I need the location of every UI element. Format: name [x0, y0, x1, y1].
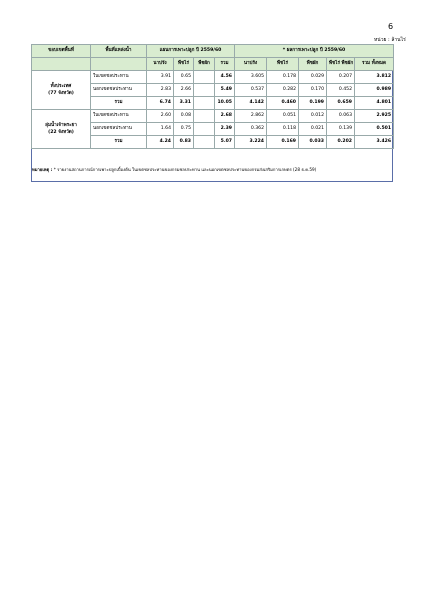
- area-type-cell: ในเขตชลประทาน: [91, 110, 147, 123]
- result-cell: 0.537: [235, 84, 267, 97]
- result-total-cell: 2.925: [355, 110, 394, 123]
- result-cell: 0.012: [299, 110, 327, 123]
- result-total-cell: 0.989: [355, 84, 394, 97]
- header-blank: [91, 58, 147, 71]
- plan-cell: 3.31: [174, 97, 194, 110]
- result-cell: 0.029: [299, 71, 327, 84]
- result-cell: 0.199: [299, 97, 327, 110]
- plan-cell: 0.83: [174, 136, 194, 149]
- total-label: รวม: [91, 136, 147, 149]
- result-cell: 0.063: [327, 110, 355, 123]
- result-cell: 0.659: [327, 97, 355, 110]
- result-cell: 0.169: [267, 136, 299, 149]
- region-name: ทั้งประเทศ: [50, 84, 72, 89]
- result-cell: 3.224: [235, 136, 267, 149]
- crop-plan-table: [31, 44, 394, 149]
- header-plan-col: รวม: [215, 58, 235, 71]
- area-type-cell: นอกเขตชลประทาน: [91, 123, 147, 136]
- plan-cell: 6.74: [147, 97, 174, 110]
- note-text: * รายงานสถานการณ์การเพาะปลูกเบื้องต้น ในเขตชลประทานของกรมชลประทาน และนอกเขตชลประทานของกรมส่งเสริมการเกษตร (28 ธ.ค.59): [53, 167, 317, 172]
- plan-cell: 0.75: [174, 123, 194, 136]
- result-total-cell: 0.501: [355, 123, 394, 136]
- result-cell: 2.862: [235, 110, 267, 123]
- header-plan-col: พืชไร่: [174, 58, 194, 71]
- result-cell: 0.207: [327, 71, 355, 84]
- result-cell: 0.460: [267, 97, 299, 110]
- plan-cell: 1.64: [147, 123, 174, 136]
- header-plan-group: แผนการเพาะปลูก ปี 2559/60: [147, 45, 235, 58]
- header-plan-col: พืชผัก: [194, 58, 215, 71]
- result-cell: 0.170: [299, 84, 327, 97]
- plan-cell: 2.60: [147, 110, 174, 123]
- region-sub: (77 จังหวัด): [48, 91, 74, 96]
- header-plan-col: นาปรัง: [147, 58, 174, 71]
- area-type-cell: ในเขตชลประทาน: [91, 71, 147, 84]
- plan-total-cell: 5.07: [215, 136, 235, 149]
- result-cell: 3.605: [235, 71, 267, 84]
- table-row: [32, 110, 394, 123]
- header-result-col: พืชผัก: [299, 58, 327, 71]
- result-total-cell: 4.801: [355, 97, 394, 110]
- result-cell: 0.282: [267, 84, 299, 97]
- header-region: ขอบเขตพื้นที่: [32, 45, 91, 58]
- plan-total-cell: 10.05: [215, 97, 235, 110]
- header-result-col: นาปรัง: [235, 58, 267, 71]
- region-sub: (22 จังหวัด): [48, 130, 74, 135]
- header-result-col: พืชไร่ พืชผัก: [327, 58, 355, 71]
- region-name: ลุ่มน้ำเจ้าพระยา: [45, 123, 77, 128]
- total-label: รวม: [91, 97, 147, 110]
- table-row: [32, 71, 394, 84]
- plan-cell: 0.08: [174, 110, 194, 123]
- plan-cell: 4.24: [147, 136, 174, 149]
- header-blank: [32, 58, 91, 71]
- plan-cell: [194, 136, 215, 149]
- result-cell: 4.142: [235, 97, 267, 110]
- header-result-col: พืชไร่: [267, 58, 299, 71]
- region-cell: [32, 71, 91, 110]
- plan-cell: [194, 71, 215, 84]
- note-label: หมายเหตุ :: [32, 167, 53, 172]
- unit-label: หน่วย : ล้านไร่: [374, 37, 406, 43]
- plan-cell: 3.91: [147, 71, 174, 84]
- plan-total-cell: 2.39: [215, 123, 235, 136]
- result-cell: 0.139: [327, 123, 355, 136]
- header-result-group: * ผลการเพาะปลูก ปี 2559/60: [235, 45, 394, 58]
- plan-cell: [194, 97, 215, 110]
- plan-cell: [194, 110, 215, 123]
- plan-cell: [194, 84, 215, 97]
- plan-total-cell: 4.56: [215, 71, 235, 84]
- result-cell: 0.362: [235, 123, 267, 136]
- region-cell: [32, 110, 91, 149]
- plan-total-cell: 2.68: [215, 110, 235, 123]
- result-total-cell: 3.812: [355, 71, 394, 84]
- plan-cell: 2.66: [174, 84, 194, 97]
- plan-cell: [194, 123, 215, 136]
- plan-cell: 2.83: [147, 84, 174, 97]
- footnote: [32, 167, 392, 173]
- result-cell: 0.051: [267, 110, 299, 123]
- plan-total-cell: 5.49: [215, 84, 235, 97]
- result-cell: 0.021: [299, 123, 327, 136]
- result-cell: 0.452: [327, 84, 355, 97]
- page-number: 6: [388, 22, 394, 31]
- result-cell: 0.202: [327, 136, 355, 149]
- header-result-col: รวม ทั้งหมด: [355, 58, 394, 71]
- result-cell: 0.118: [267, 123, 299, 136]
- result-cell: 0.033: [299, 136, 327, 149]
- result-cell: 0.178: [267, 71, 299, 84]
- plan-cell: 0.65: [174, 71, 194, 84]
- area-type-cell: นอกเขตชลประทาน: [91, 84, 147, 97]
- header-area-type: พื้นที่แหล่งน้ำ: [91, 45, 147, 58]
- result-total-cell: 3.426: [355, 136, 394, 149]
